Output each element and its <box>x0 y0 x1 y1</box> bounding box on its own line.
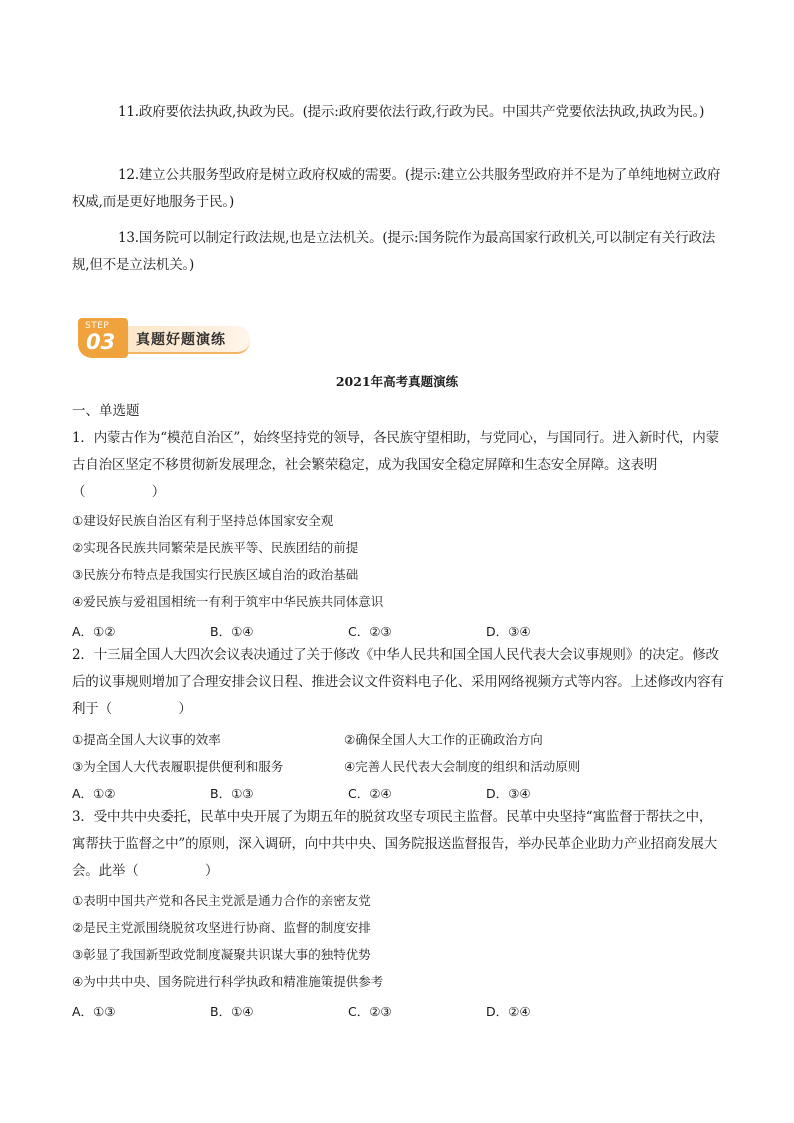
step-title-bar <box>122 326 250 354</box>
question-1-item-4: ④爱民族与爱祖国相统一有利于筑牢中华民族共同体意识 <box>72 594 384 609</box>
judgment-12 <box>72 162 724 216</box>
part-title: 一、单选题 <box>72 403 140 419</box>
question-2-item-4: ④完善人民代表大会制度的组织和活动原则 <box>344 759 581 774</box>
step-banner <box>78 318 254 360</box>
choice-d[interactable]: D．③④ <box>486 624 531 639</box>
question-2-item-1: ①提高全国人大议事的效率 <box>72 732 221 747</box>
choice-a[interactable]: A．①② <box>72 786 116 801</box>
question-2-item-3: ③为全国人大代表履职提供便利和服务 <box>72 759 284 774</box>
section-title: 2021年高考真题演练 <box>335 374 459 389</box>
judgment-13 <box>72 225 724 279</box>
judgment-number: 12. <box>118 167 139 183</box>
choice-a[interactable]: A．①③ <box>72 1004 116 1019</box>
question-2-items-row-1 <box>72 730 632 750</box>
step-title: 真题好题演练 <box>136 332 226 348</box>
question-2-stem: 2．十三届全国人大四次会议表决通过了关于修改《中华人民共和国全国人民代表大会议事规则》的决定。修改后的议事规则增加了合理安排会议日程、推进会议文件资料电子化、采用网络视频方式等内容。上述修改内容有利于（ ） <box>72 647 724 717</box>
choice-a[interactable]: A．①② <box>72 624 116 639</box>
choice-b[interactable]: B．①③ <box>210 786 254 801</box>
choice-d[interactable]: D．③④ <box>486 786 531 801</box>
choice-b[interactable]: B．①④ <box>210 1004 254 1019</box>
judgment-text: 国务院可以制定行政法规,也是立法机关。(提示:国务院作为最高国家行政机关,可以制定有关行政法规,但不是立法机关。) <box>72 230 716 273</box>
step-number: 03 <box>86 330 116 354</box>
question-3-stem: 3．受中共中央委托，民革中央开展了为期五年的脱贫攻坚专项民主监督。民革中央坚持“寓监督于帮扶之中，寓帮扶于监督之中”的原则，深入调研，向中共中央、国务院报送监督报告，举办民革企业助力产业招商发展大会。此举（ ） <box>72 809 718 879</box>
choice-b[interactable]: B．①④ <box>210 624 254 639</box>
question-3-item-1: ①表明中国共产党和各民主党派是通力合作的亲密友党 <box>72 893 371 908</box>
step-word: STEP <box>85 321 110 331</box>
question-3-item-4: ④为中共中央、国务院进行科学执政和精准施策提供参考 <box>72 974 384 989</box>
question-2-item-2: ②确保全国人大工作的正确政治方向 <box>344 732 543 747</box>
choice-c[interactable]: C．②③ <box>348 1004 392 1019</box>
question-1-item-2: ②实现各民族共同繁荣是民族平等、民族团结的前提 <box>72 540 359 555</box>
question-3-item-2: ②是民主党派围绕脱贫攻坚进行协商、监督的制度安排 <box>72 920 371 935</box>
judgment-11 <box>72 99 724 126</box>
question-1-item-3: ③民族分布特点是我国实行民族区域自治的政治基础 <box>72 567 359 582</box>
question-1-stem: 1．内蒙古作为“模范自治区”，始终坚持党的领导，各民族守望相助，与党同心，与国同行。进入新时代，内蒙古自治区坚定不移贯彻新发展理念，社会繁荣稳定，成为我国安全稳定屏障和生态安全屏障。这表明（ ） <box>72 430 719 500</box>
step-badge <box>78 318 128 358</box>
judgment-number: 11. <box>118 104 139 120</box>
judgment-text: 政府要依法执政,执政为民。(提示:政府要依法行政,行政为民。中国共产党要依法执政,执政为民。) <box>138 104 705 120</box>
choice-c[interactable]: C．②④ <box>348 786 392 801</box>
choice-c[interactable]: C．②③ <box>348 624 392 639</box>
judgment-text: 建立公共服务型政府是树立政府权威的需要。(提示:建立公共服务型政府并不是为了单纯地树立政府权威,而是更好地服务于民。) <box>72 167 721 210</box>
question-2-items-row-2 <box>72 757 632 777</box>
choice-d[interactable]: D．②④ <box>486 1004 531 1019</box>
question-1-item-1: ①建设好民族自治区有利于坚持总体国家安全观 <box>72 513 334 528</box>
question-3-item-3: ③彰显了我国新型政党制度凝聚共识谋大事的独特优势 <box>72 947 371 962</box>
judgment-number: 13. <box>118 230 139 246</box>
